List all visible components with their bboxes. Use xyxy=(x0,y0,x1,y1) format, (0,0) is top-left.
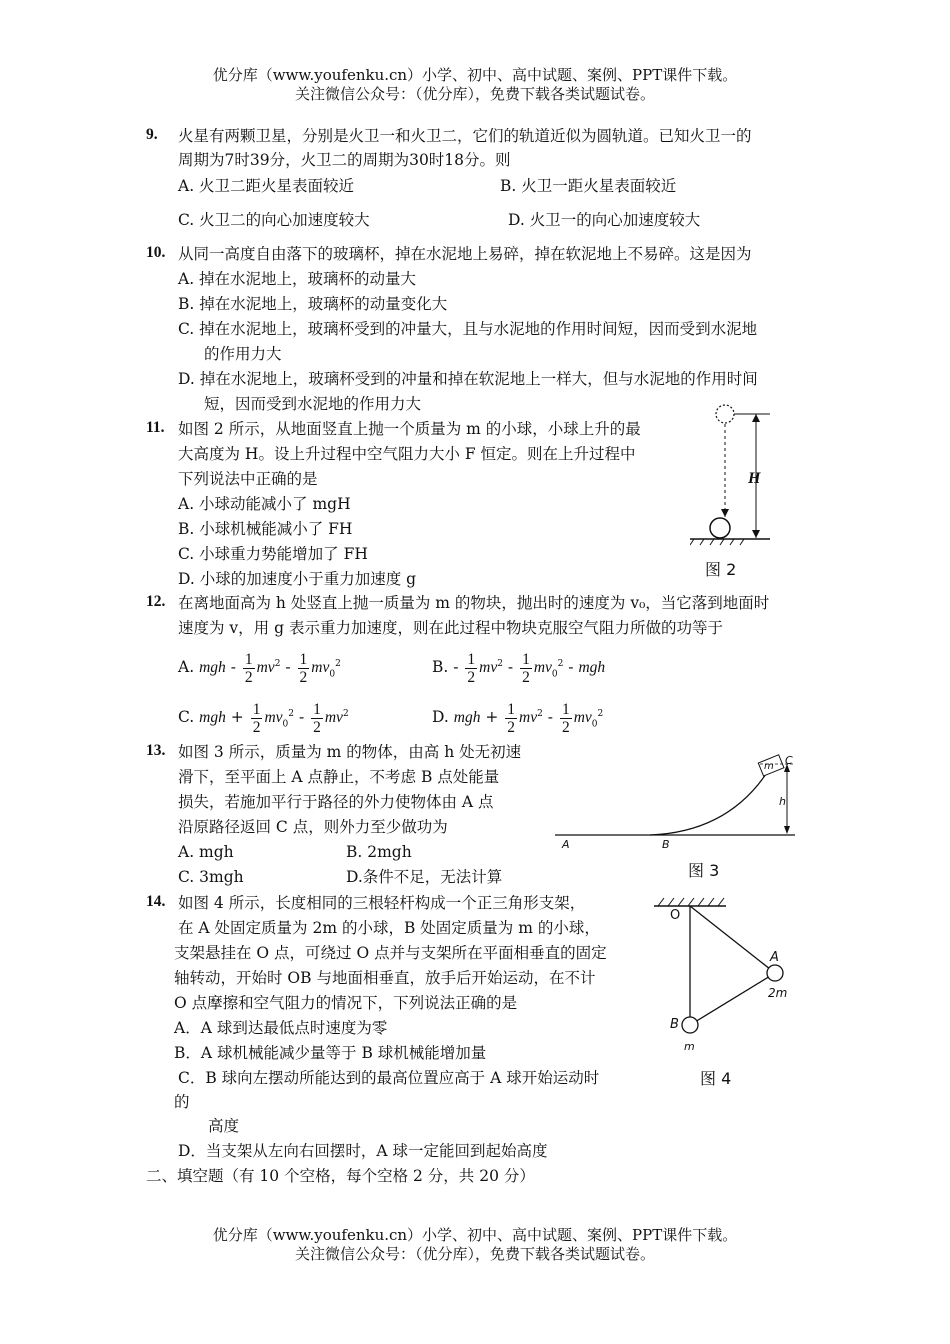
option-c: C．B 球向左摆动所能达到的最高位置应高于 A 球开始运动时 xyxy=(178,1069,600,1087)
question-text-line: O 点摩擦和空气阻力的情况下，下列说法正确的是 xyxy=(174,994,518,1012)
option-a: A．A 球到达最低点时速度为零 xyxy=(174,1019,388,1037)
figure-4-2m-label: 2m xyxy=(768,986,788,1000)
question-number: 14. xyxy=(146,893,166,910)
figure-2-diagram xyxy=(690,404,790,554)
question-number: 9. xyxy=(146,126,158,143)
ball-A xyxy=(767,965,783,981)
figure-2-caption: 图 2 xyxy=(705,560,737,579)
question-text-line: 周期为7时39分，火卫二的周期为30时18分。则 xyxy=(178,151,511,169)
figure-4-A-label: A xyxy=(770,950,779,965)
question-text-line: 在 A 处固定质量为 2m 的小球，B 处固定质量为 m 的小球， xyxy=(178,919,600,937)
option-c: C. 掉在水泥地上，玻璃杯受到的冲量大，且与水泥地的作用时间短，因而受到水泥地 xyxy=(178,320,758,338)
question-text-line: 轴转动，开始时 OB 与地面相垂直，放手后开始运动，在不计 xyxy=(174,969,596,987)
option-a: A. 掉在水泥地上，玻璃杯的动量大 xyxy=(178,270,417,288)
question-number: 11. xyxy=(146,419,165,436)
figure-3-B-label: B xyxy=(662,838,670,851)
figure-3-caption: 图 3 xyxy=(688,861,720,880)
curved-track xyxy=(650,768,770,835)
figure-3-A-label: A xyxy=(562,838,570,851)
option-b: B. 火卫一距火星表面较近 xyxy=(500,177,677,195)
question-text-line: 下列说法中正确的是 xyxy=(178,470,318,488)
rod-AB xyxy=(690,973,775,1025)
footer-line-1: 优分库（www.youfenku.cn）小学、初中、高中试题、案例、PPT课件下载。 xyxy=(212,1226,738,1244)
figure-3-m-label: m xyxy=(764,761,774,772)
question-text-line: 滑下，至平面上 A 点静止，不考虑 B 点处能量 xyxy=(178,768,500,786)
option-c-continued: 高度 xyxy=(208,1117,240,1135)
header-line-2: 关注微信公众号：（优分库），免费下载各类试题试卷。 xyxy=(294,85,655,103)
ball-bottom xyxy=(710,518,730,538)
question-text-line: 速度为 v，用 g 表示重力加速度，则在此过程中物块克服空气阻力所做的功等于 xyxy=(178,619,723,637)
option-c-continued: 的 xyxy=(174,1093,190,1111)
question-text-line: 火星有两颗卫星，分别是火卫一和火卫二，它们的轨道近似为圆轨道。已知火卫一的 xyxy=(178,127,752,145)
figure-2-H-label: H xyxy=(748,470,761,487)
option-c-continued: 的作用力大 xyxy=(204,345,282,363)
question-number: 10. xyxy=(146,244,166,261)
question-number: 13. xyxy=(146,742,166,759)
option-b: B. 小球机械能减小了 FH xyxy=(178,520,353,538)
option-c: C. mgh + $\frac{1}{2}$ $mv_0^2$ - $\frac{1}{2}$ $mv^2$ xyxy=(178,700,349,736)
option-a: A. mgh - $\frac{1}{2}$ $mv^2$ - $\frac{1}{2}$ $mv_0^2$ xyxy=(178,650,341,686)
option-c: C. 火卫二的向心加速度较大 xyxy=(178,211,370,229)
question-text-line: 如图 3 所示，质量为 m 的物体，由高 h 处无初速 xyxy=(178,743,522,761)
option-d: D. 火卫一的向心加速度较大 xyxy=(508,211,701,229)
option-b: B. 2mgh xyxy=(346,843,412,861)
footer-line-2: 关注微信公众号：（优分库），免费下载各类试题试卷。 xyxy=(294,1245,655,1263)
question-text-line: 从同一高度自由落下的玻璃杯，掉在水泥地上易碎，掉在软泥地上不易碎。这是因为 xyxy=(178,245,752,263)
figure-4-O-label: O xyxy=(670,908,681,923)
rod-OA xyxy=(690,906,775,973)
option-d: D．当支架从左向右回摆时，A 球一定能回到起始高度 xyxy=(178,1142,548,1160)
figure-3-C-label: C xyxy=(785,754,793,767)
question-text-line: 大高度为 H。设上升过程中空气阻力大小 F 恒定。则在上升过程中 xyxy=(178,445,636,463)
option-c: C. 3mgh xyxy=(178,868,244,886)
option-d: D. mgh + $\frac{1}{2}$ $mv^2$ - $\frac{1}{2}$ $mv_0^2$ xyxy=(432,700,604,736)
option-d: D. 小球的加速度小于重力加速度 g xyxy=(178,570,417,588)
option-c: C. 小球重力势能增加了 FH xyxy=(178,545,368,563)
question-text-line: 在离地面高为 h 处竖直上抛一质量为 m 的物块，抛出时的速度为 v₀，当它落到地面时 xyxy=(178,594,770,612)
page-header xyxy=(0,66,950,104)
question-text-line: 如图 4 所示，长度相同的三根轻杆构成一个正三角形支架， xyxy=(178,894,586,912)
section-2-heading: 二、填空题（有 10 个空格，每个空格 2 分，共 20 分） xyxy=(146,1167,535,1185)
option-d: D. 掉在水泥地上，玻璃杯受到的冲量和掉在软泥地上一样大，但与水泥地的作用时间 xyxy=(178,370,758,388)
option-a: A. 火卫二距火星表面较近 xyxy=(178,177,355,195)
figure-4-caption: 图 4 xyxy=(700,1069,732,1088)
ball-B xyxy=(682,1017,698,1033)
question-text-line: 支架悬挂在 O 点，可绕过 O 点并与支架所在平面相垂直的固定 xyxy=(174,944,607,962)
option-d: D.条件不足，无法计算 xyxy=(346,868,503,886)
option-b: B. 掉在水泥地上，玻璃杯的动量变化大 xyxy=(178,295,448,313)
figure-4-B-label: B xyxy=(670,1017,679,1032)
figure-4-m-label: m xyxy=(684,1040,695,1053)
arrow-head-icon xyxy=(721,509,729,517)
question-text-line: 如图 2 所示，从地面竖直上抛一个质量为 m 的小球，小球上升的最 xyxy=(178,420,641,438)
option-b: B. - $\frac{1}{2}$ $mv^2$ - $\frac{1}{2}$ $mv_0^2$ - mgh xyxy=(432,650,606,686)
option-b: B．A 球机械能减少量等于 B 球机械能增加量 xyxy=(174,1044,487,1062)
option-a: A. 小球动能减小了 mgH xyxy=(178,495,351,513)
header-line-1: 优分库（www.youfenku.cn）小学、初中、高中试题、案例、PPT课件下载。 xyxy=(212,66,738,84)
figure-3-h-label: h xyxy=(779,795,786,808)
question-text-line: 损失，若施加平行于路径的外力使物体由 A 点 xyxy=(178,793,494,811)
option-d-continued: 短，因而受到水泥地的作用力大 xyxy=(204,395,422,413)
page-footer xyxy=(0,1226,950,1264)
question-number: 12. xyxy=(146,593,166,610)
ball-top-dashed xyxy=(716,405,734,423)
question-text-line: 沿原路径返回 C 点，则外力至少做功为 xyxy=(178,818,448,836)
option-a: A. mgh xyxy=(178,843,234,861)
